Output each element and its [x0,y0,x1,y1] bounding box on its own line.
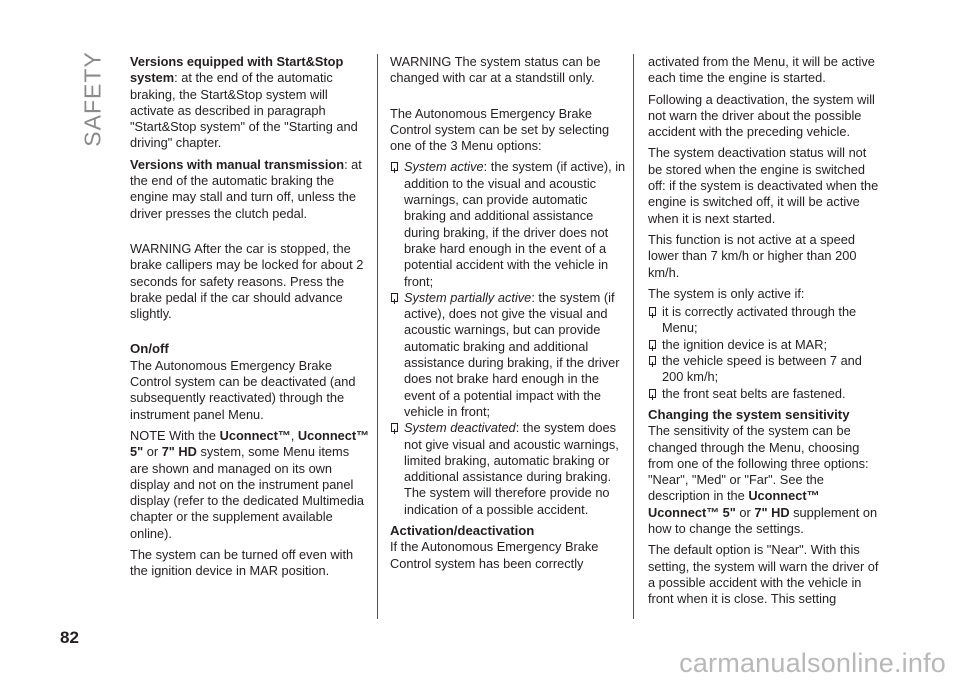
list-item: the front seat belts are fastened. [648,386,884,402]
paragraph-activation: If the Autonomous Emergency Brake Control system has been correctly [390,539,599,571]
checkbox-bullet-icon [391,423,398,432]
warning-callipers: WARNING After the car is stopped, the brake callipers may be locked for about 2 seconds for safety reasons. Press the brake pedal if the car should advance slightly. [130,240,364,322]
paragraph-activated: activated from the Menu, it will be active each time the engine is started. [648,54,875,86]
paragraph-status-not-stored: The system deactivation status will not be stored when the engine is switched off: if the system is deactivated when the engine is switched off, it will be active when it is next started. [648,145,879,226]
paragraph-manual-transmission: Versions with manual transmission: at the end of the automatic braking the engine may stall and turn off, unless the driver presses the clutch pedal. [130,156,362,221]
checkbox-bullet-icon [649,389,656,398]
list-item: System deactivated: the system does not give visual and acoustic warnings, limited braking, automatic braking or additional assistance during braking. The system will therefore provide no indication of a possible accident. [390,420,630,518]
bold-term: Versions equipped with Start&Stop system [130,54,344,86]
section-tab [80,52,106,147]
section-tab-label: SAFETY [79,51,106,147]
column-3 [648,54,884,613]
list-item: the vehicle speed is between 7 and 200 km/h; [648,353,884,386]
paragraph-turn-off: The system can be turned off even with the ignition device in MAR position. [130,547,354,579]
note-uconnect: NOTE With the Uconnect™, Uconnect™ 5" or 7" HD system, some Menu items are shown and managed on its own display and not on the instrument panel display (refer to the dedicated Multimedia chapter or the supplement available online). [130,427,369,541]
column-divider [377,54,378,619]
paragraph-sensitivity: The sensitivity of the system can be changed through the Menu, choosing from one of the following three options: "Near", "Med" or "Far". See the description in the Uconnect™ Uconnect™ 5" or 7" HD supplement on how to change the settings. [648,423,878,537]
paragraph-start-stop: Versions equipped with Start&Stop system: at the end of the automatic braking, the Start&Stop system will activate as described in paragraph "Start&Stop system" of the "Starting and driving" chapter. [130,54,358,151]
checkbox-bullet-icon [649,340,656,349]
paragraph-only-active-if: The system is only active if: [648,285,805,301]
checkbox-bullet-icon [649,307,656,316]
heading-sensitivity: Changing the system sensitivity [648,406,850,422]
list-item: System partially active: the system (if active), does not give the visual and acoustic warnings, but can provide automatic braking and additional assistance during braking, if the driver does not brake hard enough in the event of a potential impact with the vehicle in front; [390,290,630,420]
column-1 [130,54,370,585]
checkbox-bullet-icon [391,162,398,171]
column-divider [633,54,634,619]
watermark: carmanualsonline.info [679,648,946,678]
paragraph-following-deactivation: Following a deactivation, the system will not warn the driver about the possible accident with the preceding vehicle. [648,91,875,140]
list-item: it is correctly activated through the Menu; [648,304,884,337]
warning-status: WARNING The system status can be changed with car at a standstill only. [390,54,601,86]
bold-term: Versions with manual transmission [130,156,345,172]
page-number: 82 [60,628,79,647]
paragraph-default-option: The default option is "Near". With this setting, the system will warn the driver of a possible accident with the vehicle in front when it is close. This setting [648,542,879,607]
paragraph-speed-limits: This function is not active at a speed lower than 7 km/h or higher than 200 km/h. [648,231,857,280]
column-2 [390,54,630,577]
checkbox-bullet-icon [649,356,656,365]
heading-activation: Activation/deactivation [390,523,535,539]
paragraph-deactivation: The Autonomous Emergency Brake Control system can be deactivated (and subsequently reactivated) through the instrument panel Menu. [130,357,356,422]
list-item: System active: the system (if active), in addition to the visual and acoustic warnings, can provide automatic braking and additional assistance during braking, if the driver does not brake hard enough in the event of a potential accident with the vehicle in front; [390,159,630,289]
checkbox-bullet-icon [391,293,398,302]
heading-on-off: On/off [130,341,169,357]
list-item: the ignition device is at MAR; [648,337,884,353]
paragraph-menu-options: The Autonomous Emergency Brake Control system can be set by selecting one of the 3 Menu options: [390,105,610,154]
